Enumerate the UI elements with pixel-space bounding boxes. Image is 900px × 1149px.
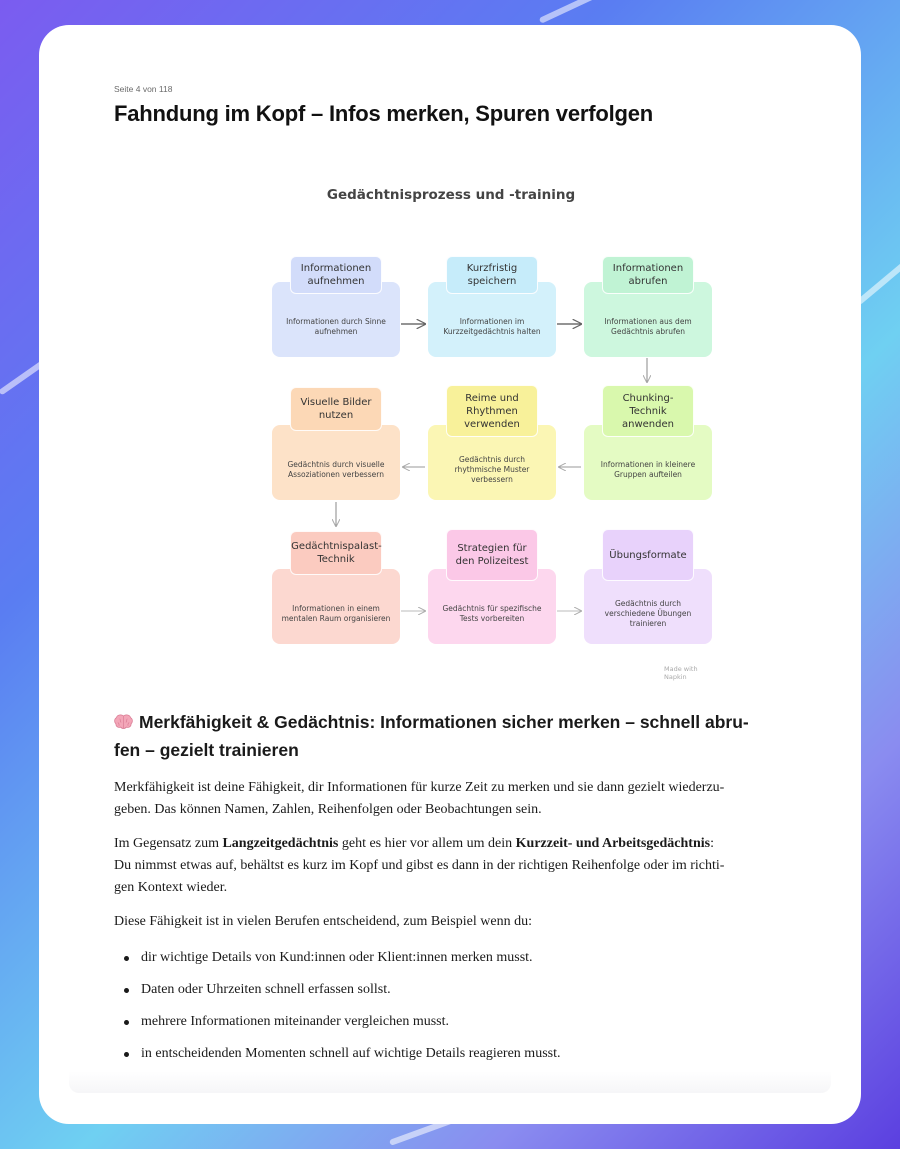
node-label: Visuelle Bilder nutzen [290,387,382,431]
paragraph-2 [114,833,794,899]
bullet-icon [124,956,129,961]
node-label: Strategien für den Polizeitest [446,529,538,581]
node-label: Kurzfristig speichern [446,256,538,294]
page-title: Fahndung im Kopf – Infos merken, Spuren verfolgen [114,101,654,126]
list-item [114,979,794,1011]
bottom-fade [69,1071,831,1093]
paragraph-2-line-2: Du nimmst etwas auf, behältst es kurz im Kopf und gibst es dann in der richtigen Reihenfolge oder im richti- [114,858,725,873]
node-description: Gedächtnis durch rhythmische Muster verbessern [428,425,556,500]
node-description: Gedächtnis durch visuelle Assoziationen verbessern [272,425,400,500]
p2-bold-kurzzeit: Kurzzeit- und Arbeitsgedächtnis [515,836,711,851]
list-item [114,947,794,979]
node-label: Reime und Rhythmen verwenden [446,385,538,437]
heading-line-2: fen – gezielt trainieren [114,740,299,760]
list-item-text: dir wichtige Details von Kund:innen oder Klient:innen merken musst. [141,950,533,965]
heading-line-1: Merkfähigkeit & Gedächtnis: Informationen sicher merken – schnell abru- [139,712,749,732]
node-description: Informationen in einem mentalen Raum organisieren [272,569,400,644]
bullet-icon [124,988,129,993]
node-label: Gedächtnispalast-Technik [290,531,382,575]
node-description: Gedächtnis durch verschiedene Übungen trainieren [584,569,712,644]
node-label: Chunking-Technik anwenden [602,385,694,437]
paragraph-2-line-3: gen Kontext wieder. [114,880,228,895]
made-with-label: Made with Napkin [664,665,698,681]
diagram-title: Gedächtnisprozess und -training [326,187,576,203]
paragraph-3: Diese Fähigkeit ist in vielen Berufen entscheidend, zum Beispiel wenn du: [114,914,532,929]
brain-icon [114,714,133,729]
list-item-text: Daten oder Uhrzeiten schnell erfassen sollst. [141,982,391,997]
node-description: Informationen im Kurzzeitgedächtnis halten [428,282,556,357]
background-streak [856,262,900,305]
section-heading [114,708,794,764]
p2-text: Im Gegensatz zum [114,836,223,851]
node-label: Informationen aufnehmen [290,256,382,294]
node-description: Gedächtnis für spezifische Tests vorbereiten [428,569,556,644]
list-item-text: in entscheidenden Momenten schnell auf wichtige Details reagieren musst. [141,1046,561,1061]
p2-bold-langzeit: Langzeitgedächtnis [222,836,339,851]
bullet-icon [124,1020,129,1025]
paragraph-1-line-2: geben. Das können Namen, Zahlen, Reihenfolgen oder Beobachtungen sein. [114,802,542,817]
node-description: Informationen in kleinere Gruppen aufteilen [584,425,712,500]
memory-process-diagram [209,175,709,681]
paragraph-1 [114,777,794,821]
p2-text: geht es hier vor allem um dein [338,836,516,851]
node-description: Informationen aus dem Gedächtnis abrufen [584,282,712,357]
bullet-list [114,947,794,1075]
p2-text: : [710,836,714,851]
bullet-icon [124,1052,129,1057]
node-label: Übungsformate [602,529,694,581]
list-item-text: mehrere Informationen miteinander vergleichen musst. [141,1014,450,1029]
node-label: Informationen abrufen [602,256,694,294]
background-streak [539,0,659,24]
node-description: Informationen durch Sinne aufnehmen [272,282,400,357]
page-counter: Seite 4 von 118 [114,84,173,94]
page-card [39,25,861,1124]
paragraph-1-line-1: Merkfähigkeit ist deine Fähigkeit, dir Informationen für kurze Zeit zu merken und sie dann gezielt wiederzu- [114,780,725,795]
list-item [114,1011,794,1043]
